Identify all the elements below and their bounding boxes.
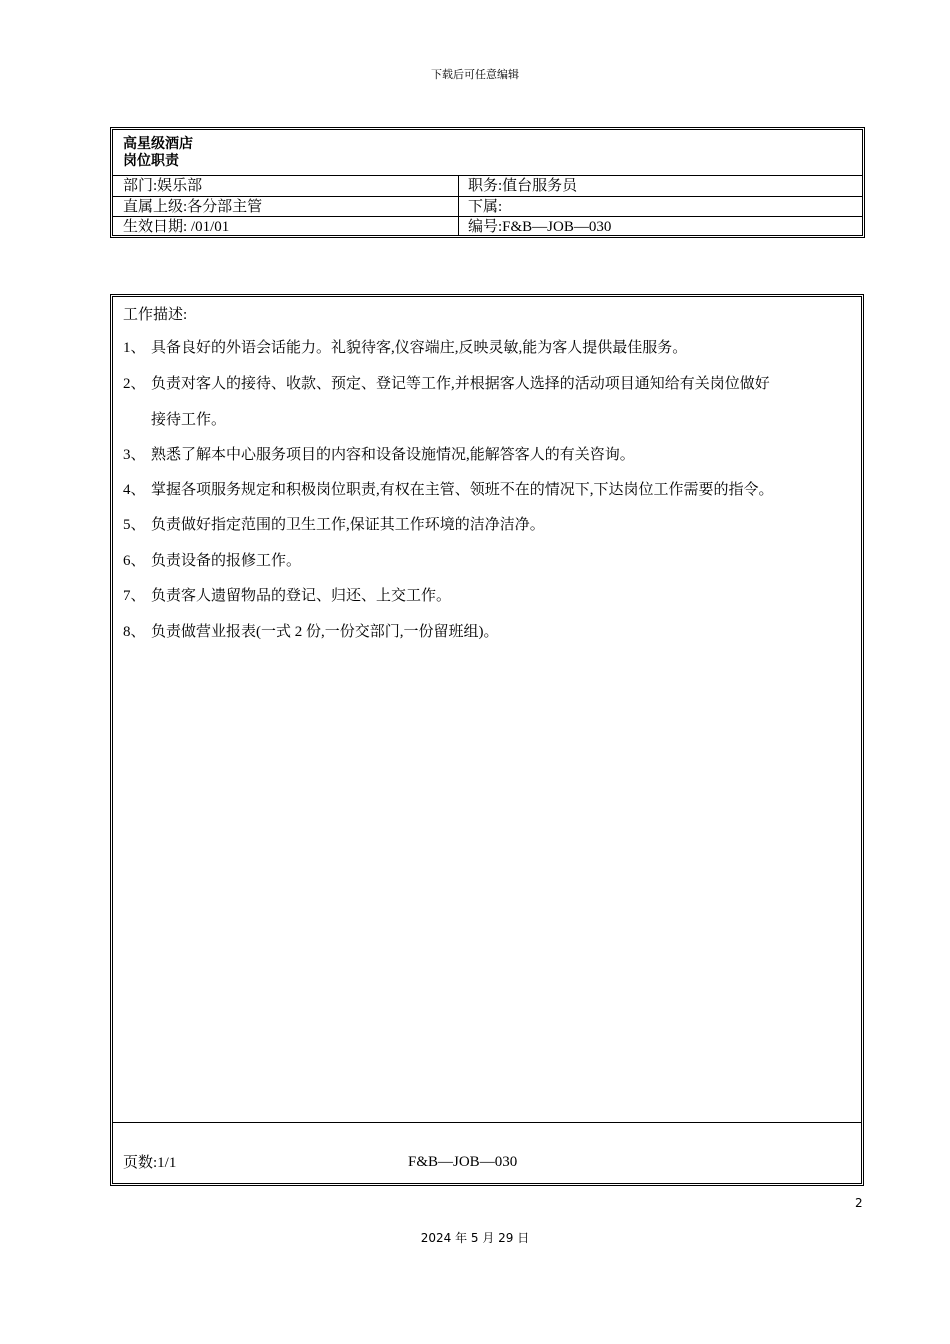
footer-document-code: F&B—JOB—030 xyxy=(408,1154,518,1170)
duty-item xyxy=(123,614,858,650)
duty-text: 负责客人遗留物品的登记、归还、上交工作。 xyxy=(151,588,452,604)
footer-divider xyxy=(113,1122,861,1123)
duty-item xyxy=(123,472,858,508)
duty-text: 掌握各项服务规定和积极岗位职责,有权在主管、领班不在的情况下,下达岗位工作需要的指令。 xyxy=(151,482,774,498)
duty-number: 8、 xyxy=(123,624,146,640)
page-count-label: 页数 xyxy=(123,1155,154,1171)
department-cell: 部门:娱乐部 xyxy=(113,176,459,196)
duty-item xyxy=(123,578,858,614)
page-count-value: :1/1 xyxy=(153,1155,177,1171)
duty-text: 负责做好指定范围的卫生工作,保证其工作环境的洁净洁净。 xyxy=(151,517,545,533)
position-cell: 职务:值台服务员 xyxy=(468,178,578,194)
page-date: 2024 年 5 月 29 日 xyxy=(420,1231,530,1245)
document-title: 岗位职责 xyxy=(123,153,179,169)
page-count xyxy=(123,1151,176,1172)
subordinate-cell: 下属: xyxy=(468,199,503,215)
duty-text: 负责做营业报表(一式 2 份,一份交部门,一份留班组)。 xyxy=(151,624,499,640)
duty-number: 2、 xyxy=(123,376,146,392)
supervisor-cell: 直属上级:各分部主管 xyxy=(113,197,459,216)
duty-text-continued: 接待工作。 xyxy=(151,412,227,428)
duty-text: 负责设备的报修工作。 xyxy=(151,553,302,569)
description-label: 工作描述: xyxy=(123,307,188,323)
duty-item xyxy=(123,543,858,579)
info-row-date xyxy=(113,217,862,235)
hotel-name: 高星级酒店 xyxy=(123,136,193,152)
duty-number: 4、 xyxy=(123,482,146,498)
duty-number: 7、 xyxy=(123,588,146,604)
info-row-department xyxy=(113,176,862,197)
duty-text: 具备良好的外语会话能力。礼貌待客,仪容端庄,反映灵敏,能为客人提供最佳服务。 xyxy=(151,340,688,356)
duty-number: 6、 xyxy=(123,553,146,569)
duty-item xyxy=(123,437,858,473)
code-cell: 编号:F&B—JOB—030 xyxy=(468,219,612,235)
effective-date-cell: 生效日期: /01/01 xyxy=(113,217,459,235)
page-header-note: 下载后可任意编辑 xyxy=(431,68,519,81)
duty-item xyxy=(123,507,858,543)
job-description-box xyxy=(110,294,864,1186)
info-title-block xyxy=(113,130,862,176)
duty-item xyxy=(123,366,858,402)
info-table xyxy=(110,127,865,238)
duty-text: 负责对客人的接待、收款、预定、登记等工作,并根据客人选择的活动项目通知给有关岗位做好 xyxy=(151,376,770,392)
info-row-supervisor xyxy=(113,197,862,217)
duty-text: 熟悉了解本中心服务项目的内容和设备设施情况,能解答客人的有关咨询。 xyxy=(151,447,635,463)
page-number: 2 xyxy=(855,1196,863,1210)
duty-number: 5、 xyxy=(123,517,146,533)
duty-number: 3、 xyxy=(123,447,146,463)
duty-item xyxy=(123,330,858,366)
duty-number: 1、 xyxy=(123,340,146,356)
